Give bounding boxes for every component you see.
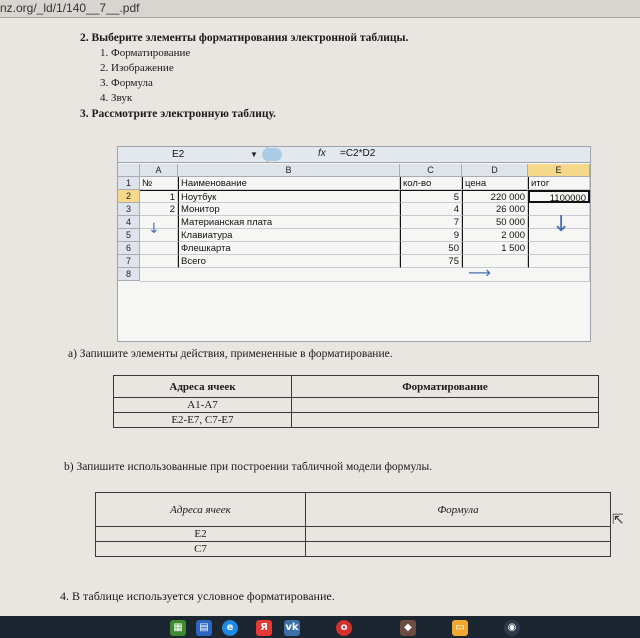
url-text[interactable]: nz.org/_ld/1/140__7__.pdf <box>0 1 140 15</box>
row-header-6: 6 <box>118 242 140 255</box>
table-a-row-1-address: A1-A7 <box>114 398 292 413</box>
cell-b2: Ноутбук <box>178 190 400 203</box>
cell-a7 <box>140 255 178 268</box>
cell-b7: Всего <box>178 255 400 268</box>
q2-option-4: 4. Звук <box>100 92 133 104</box>
table-a-header-address: Адреса ячеек <box>114 376 292 398</box>
cell-c4: 7 <box>400 216 462 229</box>
table-b <box>95 492 611 557</box>
question-a-prompt: a) Запишите элементы действия, примененные в форматирование. <box>68 348 393 360</box>
arrow-right-icon: ⟶ <box>468 263 491 282</box>
cell-c2: 5 <box>400 190 462 203</box>
spreadsheet <box>117 146 591 342</box>
cell-b3: Монитор <box>178 203 400 216</box>
cell-a2: 1 <box>140 190 178 203</box>
col-header-e: E <box>528 164 590 177</box>
cell-e1: итог <box>528 177 590 190</box>
row-header-1: 1 <box>118 177 140 190</box>
vk-icon[interactable]: vk <box>284 620 300 636</box>
cell-d4: 50 000 <box>462 216 528 229</box>
row-header-3: 3 <box>118 203 140 216</box>
cell-c5: 9 <box>400 229 462 242</box>
row-header-2: 2 <box>118 190 140 203</box>
cell-d6: 1 500 <box>462 242 528 255</box>
cell-b6: Флешкарта <box>178 242 400 255</box>
cell-e6 <box>528 242 590 255</box>
yandex-icon[interactable]: Я <box>256 620 272 636</box>
cell-e2-active: 1100000 <box>528 190 590 203</box>
internet-explorer-icon[interactable]: e <box>222 620 238 636</box>
table-b-row-1-answer[interactable] <box>306 527 611 542</box>
name-box: E2 <box>118 147 268 162</box>
taskbar <box>0 616 640 638</box>
cell-c7: 75 <box>400 255 462 268</box>
question-3-title: 3. Рассмотрите электронную таблицу. <box>80 108 276 120</box>
col-header-d: D <box>462 164 528 177</box>
table-a-header-formatting: Форматирование <box>292 376 599 398</box>
table-b-row-2-address: C7 <box>96 542 306 557</box>
opera-icon[interactable]: o <box>336 620 352 636</box>
file-explorer-icon[interactable]: ▭ <box>452 620 468 636</box>
question-4-title: 4. В таблице используется условное форматирование. <box>60 589 335 603</box>
cell-a6 <box>140 242 178 255</box>
cell-d2: 220 000 <box>462 190 528 203</box>
row-header-8: 8 <box>118 268 140 281</box>
col-header-a: A <box>140 164 178 177</box>
cell-b4: Материанская плата <box>178 216 400 229</box>
table-a <box>113 375 599 428</box>
table-b-row-2-answer[interactable] <box>306 542 611 557</box>
formula-text: =C2*D2 <box>340 148 376 159</box>
chevron-down-icon: ▼ <box>250 150 258 159</box>
col-header-c: C <box>400 164 462 177</box>
fx-icon: fx <box>318 148 326 159</box>
browser-address-bar[interactable] <box>0 0 640 18</box>
table-a-row-2-address: E2-E7, C7-E7 <box>114 413 292 428</box>
q2-option-2: 2. Изображение <box>100 62 174 74</box>
table-b-row-1-address: E2 <box>96 527 306 542</box>
row-8-cells <box>140 268 590 282</box>
q2-option-3: 3. Формула <box>100 77 153 89</box>
cell-b1: Наименование <box>178 177 400 190</box>
table-a-row-1-answer[interactable] <box>292 398 599 413</box>
table-b-header-address: Адреса ячеек <box>96 493 306 527</box>
windows-store-icon[interactable]: ▤ <box>196 620 212 636</box>
row-header-4: 4 <box>118 216 140 229</box>
cell-c3: 4 <box>400 203 462 216</box>
arrow-down-icon: ↓ <box>148 221 160 237</box>
cell-c1: кол-во <box>400 177 462 190</box>
question-2-title: 2. Выберите элементы форматирования электронной таблицы. <box>80 32 409 44</box>
q2-option-1: 1. Форматирование <box>100 47 191 59</box>
corner-cell <box>118 164 140 177</box>
col-header-b: B <box>178 164 400 177</box>
cell-a1: № <box>140 177 178 190</box>
row-header-5: 5 <box>118 229 140 242</box>
unknown-icon[interactable]: ◆ <box>400 620 416 636</box>
cancel-enter-icon <box>262 148 282 161</box>
cell-d5: 2 000 <box>462 229 528 242</box>
formula-bar <box>118 147 590 163</box>
cell-d3: 26 000 <box>462 203 528 216</box>
steam-icon[interactable]: ◉ <box>504 620 520 636</box>
mouse-cursor-icon: ⇱ <box>612 512 624 528</box>
question-b-prompt: b) Запишите использованные при построении табличной модели формулы. <box>64 461 433 473</box>
cell-e7 <box>528 255 590 268</box>
minecraft-icon[interactable]: ▦ <box>170 620 186 636</box>
cell-b5: Клавиатура <box>178 229 400 242</box>
table-b-header-formula: Формула <box>306 493 611 527</box>
cell-a3: 2 <box>140 203 178 216</box>
row-header-7: 7 <box>118 255 140 268</box>
table-a-row-2-answer[interactable] <box>292 413 599 428</box>
cell-c6: 50 <box>400 242 462 255</box>
arrow-down-icon: ↓ <box>552 212 571 237</box>
pdf-page <box>0 18 640 616</box>
cell-d1: цена <box>462 177 528 190</box>
